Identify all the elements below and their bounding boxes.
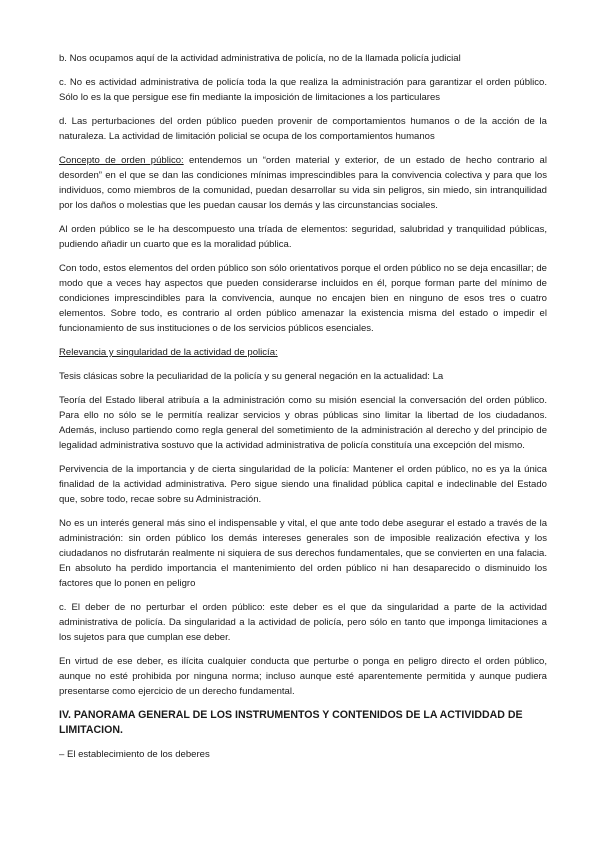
paragraph-c: c. No es actividad administrativa de policía toda la que realiza la administración para garantizar el orden público. Sólo lo es la que persigue ese fin mediante la imposición de limitaciones a los particulares [59, 77, 547, 103]
document-page [59, 51, 547, 771]
paragraph-d: d. Las perturbaciones del orden público pueden provenir de comportamientos humanos o de la acción de la naturaleza. La actividad de limitación policial se ocupa de los comportamientos humanos [59, 116, 547, 142]
section-heading-relevancia: Relevancia y singularidad de la actividad de policía: [59, 347, 278, 358]
paragraph-b: b. Nos ocupamos aquí de la actividad administrativa de policía, no de la llamada policía judicial [59, 53, 461, 64]
paragraph-interes-general: No es un interés general más sino el indispensable y vital, el que ante todo debe asegurar el estado a través de la administración: sin orden público los demás intereses generales son de imposible realización efectiva y los ciudadanos no disfrutarán realmente ni siquiera de sus derechos fundamentales, que se convierten en una falacia. En absoluto ha perdido importancia el mantenimiento del orden público ni han desaparecido o disminuido los factores que lo ponen en peligro [59, 518, 547, 589]
concept-body: entendemos un “orden material y exterior, de un estado de hecho contrario al desorden” en el que se dan las condiciones mínimas imprescindibles para la convivencia colectiva y para que los individuos, como miembros de la comunidad, puedan desarrollar su vida sin peligros, sin miedo, sin intranquilidad por los daños o molestias que les puedan causar los demás y las circunstancias sociales. [59, 155, 547, 211]
paragraph-deber-no-perturbar: c. El deber de no perturbar el orden público: este deber es el que da singularidad a parte de la actividad administrativa de policía. Da singularidad a la actividad de policía, pero sólo en tanto que imponga limitaciones a los sujetos para que cumplan ese deber. [59, 602, 547, 643]
section-heading-panorama: IV. PANORAMA GENERAL DE LOS INSTRUMENTOS Y CONTENIDOS DE LA ACTIVIDDAD DE LIMITACION. [59, 709, 523, 736]
paragraph-triada: Al orden público se le ha descompuesto una tríada de elementos: seguridad, salubridad y tranquilidad públicas, pudiendo añadir un cuarto que es la moralidad pública. [59, 224, 547, 250]
paragraph-virtud-deber: En virtud de ese deber, es ilícita cualquier conducta que perturbe o ponga en peligro directo el orden público, aunque no esté prohibida por ninguna norma; incluso aunque esté aparentemente permitida y aunque pudiera presentarse como ejercicio de un derecho fundamental. [59, 656, 547, 697]
paragraph-pervivencia: Pervivencia de la importancia y de cierta singularidad de la policía: Mantener el orden público, no es ya la única finalidad de la actividad administrativa. Pero sigue siendo una finalidad pública capital e indeclinable del Estado que, sobre todo, recae sobre su Administración. [59, 464, 547, 505]
paragraph-teoria-estado: Teoría del Estado liberal atribuía a la administración como su misión esencial la conversación del orden público. Para ello no sólo se le permitía realizar servicios y obras públicas sino limitar la libertad de los ciudadanos. Además, incluso partiendo como regla general del sometimiento de la administración al derecho y del principio de legalidad administrativa sostuvo que la actividad administrativa de policía constituía una excepción del mismo. [59, 395, 547, 451]
concept-heading: Concepto de orden público: [59, 155, 184, 166]
paragraph-establecimiento-deberes: – El establecimiento de los deberes [59, 749, 210, 760]
paragraph-orientativos: Con todo, estos elementos del orden público son sólo orientativos porque el orden público no se deja encasillar; de modo que a veces hay aspectos que pueden considerarse incluidos en él, porque forman parte del mínimo de condiciones imprescindibles para la convivencia, aunque no encajen bien en ninguno de esos tres o cuatro elementos. Sobre todo, es contrario al orden público amenazar la existencia misma del estado o impedir el funcionamiento de sus instituciones o de los servicios públicos esenciales. [59, 263, 547, 334]
paragraph-orden-publico-concept [59, 153, 547, 213]
paragraph-tesis-clasicas: Tesis clásicas sobre la peculiaridad de la policía y su general negación en la actualidad: La [59, 371, 444, 382]
